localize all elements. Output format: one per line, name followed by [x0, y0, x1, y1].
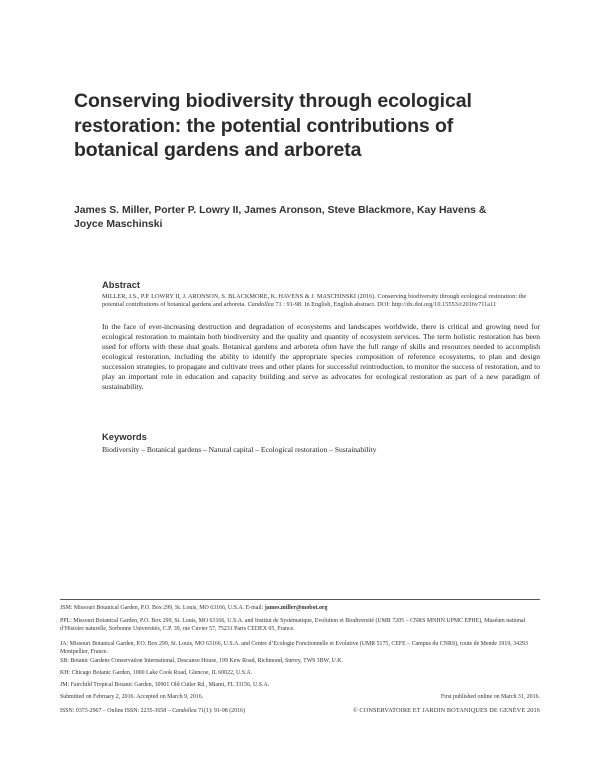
- abstract-body: In the face of ever-increasing destruction and degradation of ecosystems and landscapes worldwide, there is critical and growing need for ecological restoration to maintain both biodiversity and the quality and quantity of ecosystem services. The term holistic restoration has been used for efforts with these dual goals. Botanical gardens and arboreta often have the full range of skills and resources needed to accomplish ecological restoration, including the ability to identify the appropriate species composition of reference ecosystems, to plan and design succession strategies, to propagate and cultivate trees and other plants for successful reintroduction, to monitor the success of restoration, and to play an important role in education and capacity building and serve as advocates for ecological restoration as part of a new paradigm of sustainability.: [102, 322, 540, 392]
- citation: [102, 293, 542, 310]
- footnote-divider: [60, 599, 540, 600]
- issn-text: [60, 708, 245, 714]
- affiliation-ja: JA: Missouri Botanical Garden, P.O. Box 299, St. Louis, MO 63166, U.S.A. and Centre d’Ecologie Fonctionnelle et Evolutive (UMR 5175, CEFE – Campus du CNRS), route de Mende 1919, 34293 Montpellier, France.: [60, 641, 528, 656]
- citation-authors: MILLER, J.S., P.P. LOWRY II, J. ARONSON, S. BLACKMORE, K. HAVENS & J. MASCHINSKI (2016). Conserving biodiversity through ecological restoration: the potential contributions of botanical gardens and arboreta.: [102, 293, 527, 309]
- dates-line: [60, 693, 540, 701]
- citation-rest: 71 : 91-98. In English, English abstract. DOI: http://dx.doi.org/10.15553/c2016v711a11: [275, 301, 497, 309]
- affiliation-ppl: PPL: Missouri Botanical Garden, P.O. Box 299, St. Louis, MO 63166, U.S.A. and Institut de Systématique, Evolution et Biodiversité (UMR 7205 – CNRS MNHN UPMC EPHE), Muséum national d’Histoire naturelle, Sorbonne Universités, C.P. 39, rue Cuvier 57, 75231 Paris CEDEX 05, France.: [60, 618, 526, 633]
- issn-line: [60, 707, 540, 715]
- keywords-heading: Keywords: [102, 431, 147, 442]
- issn-journal: Candollea: [172, 708, 197, 714]
- keywords-list: Biodiversity – Botanical gardens – Natural capital – Ecological restoration – Sustainability: [102, 445, 377, 454]
- published-date: First published online on March 31, 2016.: [440, 694, 540, 700]
- citation-journal: Candollea: [247, 301, 274, 309]
- abstract-heading: Abstract: [102, 279, 141, 290]
- affiliation-jsm-text: JSM: Missouri Botanical Garden, P.O. Box 299, St. Louis, MO 63166, U.S.A. E-mail:: [60, 605, 264, 611]
- affiliation-jsm: [60, 604, 542, 612]
- copyright: © CONSERVATOIRE ET JARDIN BOTANIQUES DE GENÈVE 2016: [352, 707, 540, 714]
- affiliation-sb: SB: Botanic Gardens Conservation International, Descanso House, 199 Kew Road, Richmond, Surrey, TW9 3BW, U.K.: [60, 658, 343, 664]
- affiliation-jm: JM: Fairchild Tropical Botanic Garden, 10901 Old Cutler Rd., Miami, FL 33156, U.S.A.: [60, 682, 270, 688]
- issn-suffix: 71(1): 91-98 (2016): [198, 708, 245, 714]
- article-title: Conserving biodiversity through ecological restoration: the potential contributions of botanical gardens and arboreta: [74, 90, 472, 161]
- submitted-date: Submitted on February 2, 2016. Accepted on March 9, 2016.: [60, 694, 204, 700]
- affiliation-kh: KH: Chicago Botanic Garden, 1000 Lake Cook Road, Glencoe, IL 60022, U.S.A.: [60, 670, 253, 676]
- email-link[interactable]: james.miller@mobot.org: [264, 605, 328, 611]
- article-authors: James S. Miller, Porter P. Lowry II, James Aronson, Steve Blackmore, Kay Havens & Joyce Maschinski: [74, 205, 487, 230]
- issn-prefix: ISSN: 0373-2967 – Online ISSN: 2235-3658 –: [60, 708, 171, 714]
